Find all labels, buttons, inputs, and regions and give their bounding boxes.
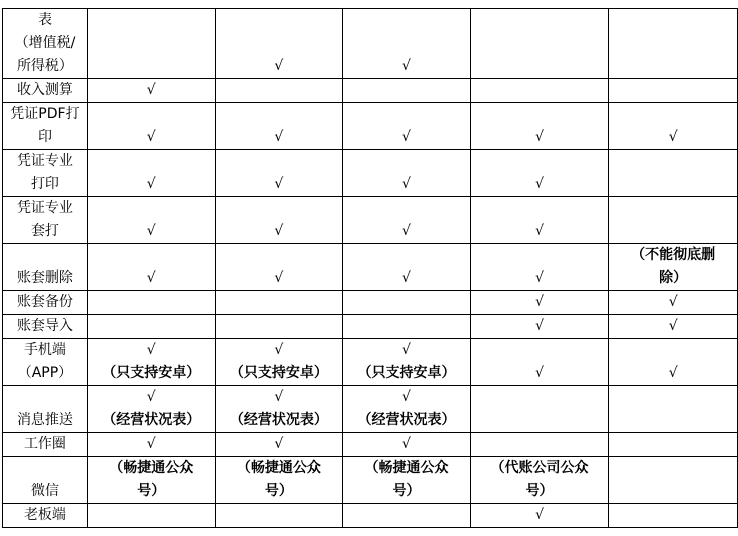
table-cell: [470, 291, 609, 315]
row-label-line: 账套删除: [16, 270, 73, 286]
row-label-line: 微信: [30, 483, 59, 499]
row-label: [3, 457, 88, 504]
row-label-line: 账套导入: [16, 318, 73, 334]
cell-note: 号）: [525, 483, 554, 499]
table-cell: [215, 315, 343, 339]
check-mark: √: [274, 436, 284, 452]
table-cell: [215, 9, 343, 79]
table-cell: [609, 197, 738, 244]
check-mark: √: [401, 58, 411, 74]
row-label-line: [5, 244, 85, 267]
check-mark: √: [401, 270, 411, 286]
row-label-line: 老板端: [23, 507, 66, 523]
table-cell: [343, 315, 471, 339]
table-body: [3, 9, 738, 528]
row-label: [3, 103, 88, 150]
cell-note: 除）: [659, 270, 688, 286]
row-label: [3, 79, 88, 103]
table-cell: [609, 315, 738, 339]
cell-note: （经营状况表）: [229, 412, 328, 428]
row-label: [3, 504, 88, 528]
table-cell: [215, 433, 343, 457]
table-cell: [87, 339, 215, 386]
table-cell: [87, 433, 215, 457]
table-cell: [215, 79, 343, 103]
check-mark: √: [535, 507, 545, 523]
row-label-line: 工作圈: [23, 436, 66, 452]
table-cell: [87, 504, 215, 528]
row-label-line: 凭证专业: [16, 200, 73, 216]
table-row: [3, 315, 738, 339]
check-mark: √: [668, 129, 678, 145]
table-cell: [87, 291, 215, 315]
table-cell: [470, 504, 609, 528]
table-cell: [215, 291, 343, 315]
table-cell: [215, 504, 343, 528]
table-cell: [609, 339, 738, 386]
table-cell: [470, 9, 609, 79]
row-label: [3, 150, 88, 197]
table-cell: [609, 504, 738, 528]
table-cell: [215, 339, 343, 386]
table-cell: [470, 433, 609, 457]
table-cell: [87, 244, 215, 291]
table-row: [3, 150, 738, 197]
table-row: [3, 339, 738, 386]
table-row: [3, 433, 738, 457]
feature-comparison-table: [2, 8, 738, 528]
cell-note: （只支持安卓）: [229, 365, 328, 381]
cell-note: （只支持安卓）: [357, 365, 456, 381]
table-row: [3, 386, 738, 433]
table-cell: [215, 386, 343, 433]
row-label: [3, 291, 88, 315]
check-mark: √: [668, 365, 678, 381]
table-cell: [343, 433, 471, 457]
table-cell: [87, 197, 215, 244]
check-mark: √: [146, 129, 156, 145]
table-cell: [609, 386, 738, 433]
table-cell: [215, 197, 343, 244]
check-mark: √: [146, 82, 156, 98]
table-cell: [343, 150, 471, 197]
row-label: [3, 386, 88, 433]
table-row: [3, 504, 738, 528]
check-mark: √: [146, 389, 156, 405]
row-label-line: （APP）: [17, 365, 73, 381]
table-cell: [609, 79, 738, 103]
check-mark: √: [535, 294, 545, 310]
table-cell: [343, 9, 471, 79]
table-cell: [87, 79, 215, 103]
check-mark: √: [401, 176, 411, 192]
check-mark: √: [274, 342, 284, 358]
check-mark: √: [401, 129, 411, 145]
check-mark: √: [146, 270, 156, 286]
table-cell: [87, 457, 215, 504]
check-mark: √: [274, 389, 284, 405]
row-label: [3, 339, 88, 386]
row-label-line: 凭证PDF打: [10, 106, 80, 122]
row-label-line: 印: [37, 129, 52, 145]
check-mark: √: [274, 223, 284, 239]
check-mark: √: [401, 389, 411, 405]
row-label-line: 消息推送: [16, 412, 73, 428]
row-label-line: 套打: [30, 223, 59, 239]
table-cell: [609, 103, 738, 150]
table-cell: [470, 386, 609, 433]
table-cell: [470, 339, 609, 386]
table-row: [3, 244, 738, 291]
cell-note: （代账公司公众: [490, 460, 589, 476]
table-cell: [215, 244, 343, 291]
check-mark: √: [146, 436, 156, 452]
check-mark: √: [401, 223, 411, 239]
table-cell: [343, 79, 471, 103]
table-cell: [609, 291, 738, 315]
check-mark: √: [668, 294, 678, 310]
table-cell: [343, 197, 471, 244]
check-mark: √: [535, 365, 545, 381]
table-cell: [215, 103, 343, 150]
row-label: [3, 433, 88, 457]
check-mark: √: [274, 58, 284, 74]
table-cell: [609, 457, 738, 504]
table-cell: [343, 457, 471, 504]
check-mark: √: [668, 318, 678, 334]
check-mark: √: [401, 436, 411, 452]
table-cell: [470, 150, 609, 197]
check-mark: √: [146, 176, 156, 192]
cell-note: （不能彻底删: [631, 247, 716, 263]
check-mark: √: [146, 342, 156, 358]
table-cell: [609, 9, 738, 79]
check-mark: √: [535, 176, 545, 192]
row-label-line: 表: [37, 12, 52, 28]
row-label-line: 账套备份: [16, 294, 73, 310]
cell-note: 号）: [392, 483, 421, 499]
table-cell: [470, 244, 609, 291]
table-row: [3, 9, 738, 79]
table-cell: [343, 504, 471, 528]
table-row: [3, 103, 738, 150]
check-mark: √: [535, 318, 545, 334]
table-cell: [470, 457, 609, 504]
table-cell: [343, 291, 471, 315]
row-label-line: （增值税/: [14, 35, 76, 51]
table-row: [3, 457, 738, 504]
table-cell: [343, 339, 471, 386]
row-label-line: 手机端: [23, 342, 66, 358]
table-cell: [87, 150, 215, 197]
table-cell: [343, 103, 471, 150]
row-label-line: 收入测算: [16, 82, 73, 98]
check-mark: √: [535, 270, 545, 286]
cell-note: （只支持安卓）: [102, 365, 201, 381]
check-mark: √: [274, 129, 284, 145]
table-cell: [470, 197, 609, 244]
cell-note: （畅捷通公众: [109, 460, 194, 476]
row-label-line: 打印: [30, 176, 59, 192]
table-cell: [470, 79, 609, 103]
table-cell: [470, 103, 609, 150]
check-mark: √: [274, 176, 284, 192]
row-label: [3, 315, 88, 339]
row-label-line: [5, 457, 85, 480]
table-row: [3, 79, 738, 103]
table-cell: [215, 457, 343, 504]
cell-note: 号）: [264, 483, 293, 499]
check-mark: √: [274, 270, 284, 286]
table-cell: [609, 150, 738, 197]
table-cell: [87, 386, 215, 433]
row-label: [3, 244, 88, 291]
table-cell: [215, 150, 343, 197]
table-cell: [470, 315, 609, 339]
cell-note: （畅捷通公众: [236, 460, 321, 476]
check-mark: √: [146, 223, 156, 239]
cell-note: （经营状况表）: [357, 412, 456, 428]
table-row: [3, 197, 738, 244]
check-mark: √: [535, 223, 545, 239]
check-mark: √: [535, 129, 545, 145]
table-cell: [87, 103, 215, 150]
table-cell: [343, 244, 471, 291]
cell-note: （经营状况表）: [102, 412, 201, 428]
table-cell: [87, 9, 215, 79]
row-label: [3, 9, 88, 79]
table-cell: [87, 315, 215, 339]
row-label-line: 凭证专业: [16, 153, 73, 169]
check-mark: √: [401, 342, 411, 358]
table-row: [3, 291, 738, 315]
cell-note: （畅捷通公众: [364, 460, 449, 476]
table-cell: [343, 386, 471, 433]
row-label-line: [5, 386, 85, 409]
row-label: [3, 197, 88, 244]
table-cell: [609, 433, 738, 457]
cell-note: 号）: [137, 483, 166, 499]
table-cell: [609, 244, 738, 291]
row-label-line: 所得税）: [16, 58, 73, 74]
